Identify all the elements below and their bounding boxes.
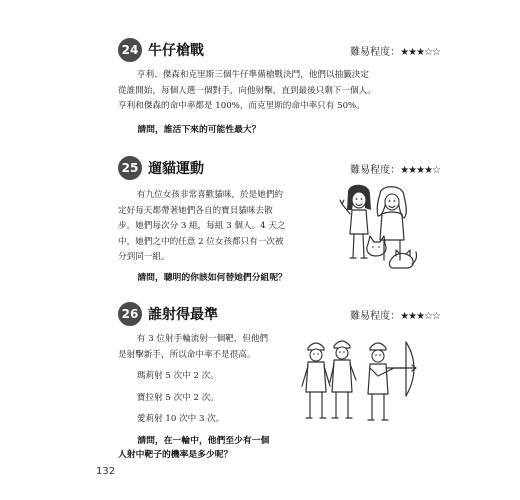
text-line: 從誰開始，每個人選一個對手，向他射擊，直到最後只剩下一個人。 <box>118 85 376 96</box>
puzzle-number-badge: 26 <box>118 302 142 326</box>
text-line: 中，她們之中的任意 2 位女孩都只有一次被 <box>118 236 284 247</box>
puzzle-text <box>118 68 418 138</box>
puzzle-question: 請問，聰明的你該如何替她們分組呢？ <box>137 272 287 283</box>
puzzle-number-badge: 25 <box>118 156 142 180</box>
puzzle-text <box>118 188 333 286</box>
puzzle-question: 請問，誰活下來的可能性最大？ <box>137 124 261 135</box>
puzzle-24 <box>118 38 440 138</box>
text-line: 亨利和傑森的命中率都是 100%，而克里斯的命中率只有 50%。 <box>118 101 365 111</box>
shooter-record: 瑪莉射 5 次中 2 次。 <box>136 371 219 381</box>
puzzle-title: 牛仔槍戰 <box>148 43 204 59</box>
difficulty-stars: ★★★☆☆ <box>400 47 440 58</box>
puzzle-header <box>118 38 440 64</box>
difficulty-label: 難易程度： <box>350 311 401 322</box>
difficulty-stars: ★★★☆☆ <box>400 311 440 322</box>
puzzle-question: 人射中靶子的機率是多少呢？ <box>118 449 233 460</box>
puzzle-title: 誰射得最準 <box>148 307 218 323</box>
text-line: 亨利、傑森和克里斯三個牛仔準備槍戰決鬥，他們以抽籤決定 <box>136 70 369 80</box>
text-line: 分到同一組。 <box>118 252 170 262</box>
difficulty-label: 難易程度： <box>350 165 401 176</box>
difficulty-rating <box>350 307 440 322</box>
page-number: 132 <box>96 466 116 477</box>
text-line: 是射擊新手，所以命中率不是很高。 <box>118 349 256 360</box>
difficulty-label: 難易程度： <box>350 47 401 58</box>
puzzle-header <box>118 156 440 182</box>
difficulty-rating <box>350 161 440 176</box>
puzzle-header <box>118 302 440 328</box>
text-line: 有 3 位射手輪流射一個靶，但他們 <box>136 334 269 344</box>
puzzle-number-badge: 24 <box>118 38 142 62</box>
text-line: 有九位女孩非常喜歡貓咪，於是她們約 <box>136 190 284 200</box>
difficulty-stars: ★★★★☆ <box>400 165 440 176</box>
puzzle-question: 請問，在一輪中，他們至少有一個 <box>137 435 270 446</box>
puzzle-text <box>118 332 298 462</box>
difficulty-rating <box>350 43 440 58</box>
girls-with-cats-illustration <box>338 180 420 272</box>
text-line: 步。她們每次分 3 組，每組 3 個人。4 天之 <box>118 221 286 231</box>
archers-illustration <box>298 336 424 428</box>
shooter-record: 寶拉射 5 次中 2 次。 <box>136 392 219 403</box>
puzzle-title: 遛貓運動 <box>148 161 204 177</box>
shooter-record: 愛莉射 10 次中 3 次。 <box>136 414 225 424</box>
text-line: 定好每天都帶著她們各自的寶貝貓咪去散 <box>118 205 273 216</box>
